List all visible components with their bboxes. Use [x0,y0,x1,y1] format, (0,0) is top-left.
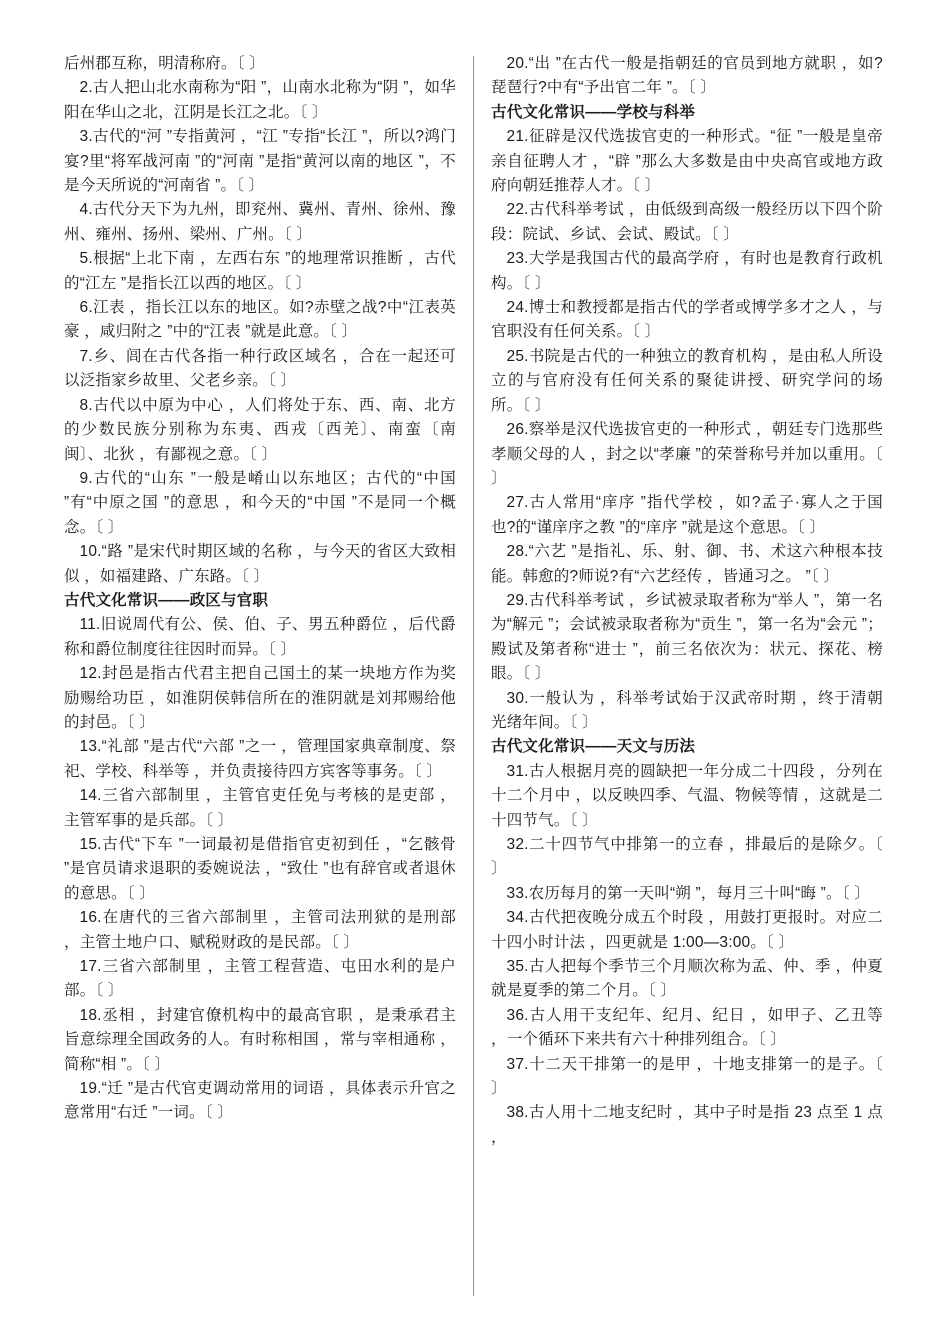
question-item: 8.古代以中原为中心 ，人们将处于东、西、南、北方的少数民族分别称为东夷、西戎〔西羌〕、南蛮〔南闽〕、北狄 ，有鄙视之意。〔 〕 [64,396,456,463]
question-item: 25.书院是古代的一种独立的教育机构 ，是由私人所设立的与官府没有任何关系的聚徒讲授、研究学问的场所。〔 〕 [491,347,883,414]
question-item: 33.农历每月的第一天叫“朔 ”，每月三十叫“晦 ”。〔 〕 [506,884,870,902]
question-item: 36.古人用干支纪年、纪月、纪日 ，如甲子、乙丑等 ，一个循环下来共有六十种排列组合。〔 〕 [491,1006,883,1049]
question-item: 30.一般认为 ，科举考试始于汉武帝时期 ，终于清朝光绪年间。〔 〕 [491,689,883,731]
question-item: 5.根据“上北下南 ，左西右东 ”的地理常识推断 ，古代的“江左 ”是指长江以西的地区。〔 〕 [64,250,456,292]
section-heading: 古代文化常识——天文与历法 [491,738,696,756]
question-item: 6.江表 ，指长江以东的地区。如?赤壁之战?中“江表英豪 ，咸归附之 ”中的“江表 ”就是此意。〔 〕 [64,299,456,341]
question-item: 14.三省六部制里 ，主管官吏任免与考核的是吏部 ，主管军事的是兵部。〔 〕 [64,787,456,829]
question-item: 11.旧说周代有公、侯、伯、子、男五种爵位 ，后代爵称和爵位制度往往因时而异。〔 〕 [64,616,456,658]
question-item: 17.三省六部制里 ，主管工程营造、屯田水利的是户部。〔 〕 [64,958,456,1000]
question-item: 29.古代科举考试 ，乡试被录取者称为“举人 ”，第一名为“解元 ”；会试被录取者称为“贡生 ”，第一名为“会元 ”；殿试及第者称“进士 ”，前三名依次为：状元、探花、榜眼。〔 〕 [491,591,883,683]
question-item: 37.十二天干排第一的是甲 ，十地支排第一的是子。〔 〕 [491,1055,883,1098]
section-heading: 古代文化常识——学校与科举 [491,103,696,121]
question-item: 31.古人根据月亮的圆缺把一年分成二十四段 ，分列在十二个月中 ，以反映四季、气温、物候等情 ，这就是二十四节气。〔 〕 [491,762,883,829]
question-item: 12.封邑是指古代君主把自己国土的某一块地方作为奖励赐给功臣 ，如淮阴侯韩信所在的淮阴就是刘邦赐给他的封邑。〔 〕 [64,665,456,731]
question-item: 后州郡互称，明清称府。〔 〕 [64,55,265,72]
question-item: 34.古代把夜晚分成五个时段 ，用鼓打更报时。对应二十四小时计法 ，四更就是 1:00—3:00。〔 〕 [491,909,883,951]
question-item: 38.古人用十二地支纪时 ，其中子时是指 23 点至 1 点 ， [491,1104,883,1146]
question-item: 19.“迁 ”是古代官吏调动常用的词语 ，具体表示升官之意常用“右迁 ”一词。〔 〕 [64,1080,456,1122]
column-divider [473,56,474,1296]
question-item: 13.“礼部 ”是古代“六部 ”之一 ，管理国家典章制度、祭祀、学校、科举等 ，并负责接待四方宾客等事务。〔 〕 [64,738,456,780]
section-heading: 古代文化常识——政区与官职 [64,591,269,609]
question-item: 35.古人把每个季节三个月顺次称为孟、仲、季 ，仲夏就是夏季的第二个月。〔 〕 [491,958,883,1000]
question-item: 20.“出 ”在古代一般是指朝廷的官员到地方就职 ，如?琵琶行?中有“予出官二年 ”。〔 〕 [491,55,883,97]
question-item: 24.博士和教授都是指古代的学者或博学多才之人 ，与官职没有任何关系。〔 〕 [491,299,883,341]
question-item: 18.丞相 ，封建官僚机构中的最高官职 ，是秉承君主旨意综理全国政务的人。有时称相国 ，常与宰相通称 ，简称“相 ”。〔 〕 [64,1006,456,1073]
question-item: 10.“路 ”是宋代时期区域的名称 ，与今天的省区大致相似 ，如福建路、广东路。〔 〕 [64,543,456,585]
question-item: 21.征辟是汉代选拔官吏的一种形式。“征 ”一般是皇帝亲自征聘人才 ，“辟 ”那么大多数是由中央高官或地方政府向朝廷推荐人才。〔 〕 [491,128,883,195]
question-item: 9.古代的“山东 ”一般是崤山以东地区；古代的“中国 ”有“中原之国 ”的意思 ，和今天的“中国 ”不是同一个概念。〔 〕 [64,469,456,536]
question-item: 7.乡、闾在古代各指一种行政区域名 ，合在一起还可以泛指家乡故里、父老乡亲。〔 〕 [64,347,456,390]
question-item: 15.古代“下车 ”一词最初是借指官吏初到任 ，“乞骸骨 ”是官员请求退职的委婉说法 ，“致仕 ”也有辞官或者退休的意思。〔 〕 [64,836,456,902]
question-item: 22.古代科举考试 ，由低级到高级一般经历以下四个阶段：院试、乡试、会试、殿试。〔 〕 [491,201,883,243]
left-column [64,52,456,1344]
right-column [491,52,883,1344]
question-item: 27.古人常用“庠序 ”指代学校 ，如?孟子·寡人之于国也?的“谨庠序之教 ”的“庠序 ”就是这个意思。〔 〕 [491,494,883,536]
question-item: 26.察举是汉代选拔官吏的一种形式 ，朝廷专门选那些孝顺父母的人 ，封之以“孝廉 ”的荣誉称号并加以重用。〔 〕 [491,421,883,487]
question-item: 28.“六艺 ”是指礼、乐、射、御、书、术这六种根本技能。韩愈的?师说?有“六艺经传 ，皆通习之。 ”〔 〕 [491,543,883,585]
question-item: 16.在唐代的三省六部制里 ，主管司法刑狱的是刑部 ，主管土地户口、赋税财政的是民部。〔 〕 [64,909,456,951]
question-item: 32.二十四节气中排第一的立春 ，排最后的是除夕。〔 〕 [491,836,883,878]
question-item: 23.大学是我国古代的最高学府 ，有时也是教育行政机构。〔 〕 [491,250,883,292]
question-item: 2.古人把山北水南称为“阳 ”，山南水北称为“阴 ”，如华阳在华山之北，江阴是长江之北。〔 〕 [64,79,456,121]
question-item: 4.古代分天下为九州，即兖州、冀州、青州、徐州、豫州、雍州、扬州、梁州、广州。〔 〕 [64,201,456,243]
question-item: 3.古代的“河 ”专指黄河 ，“江 ”专指“长江 ”，所以?鸿门宴?里“将军战河南 ”的“河南 ”是指“黄河以南的地区 ”，不是今天所说的“河南省 ”。〔 〕 [64,128,456,195]
